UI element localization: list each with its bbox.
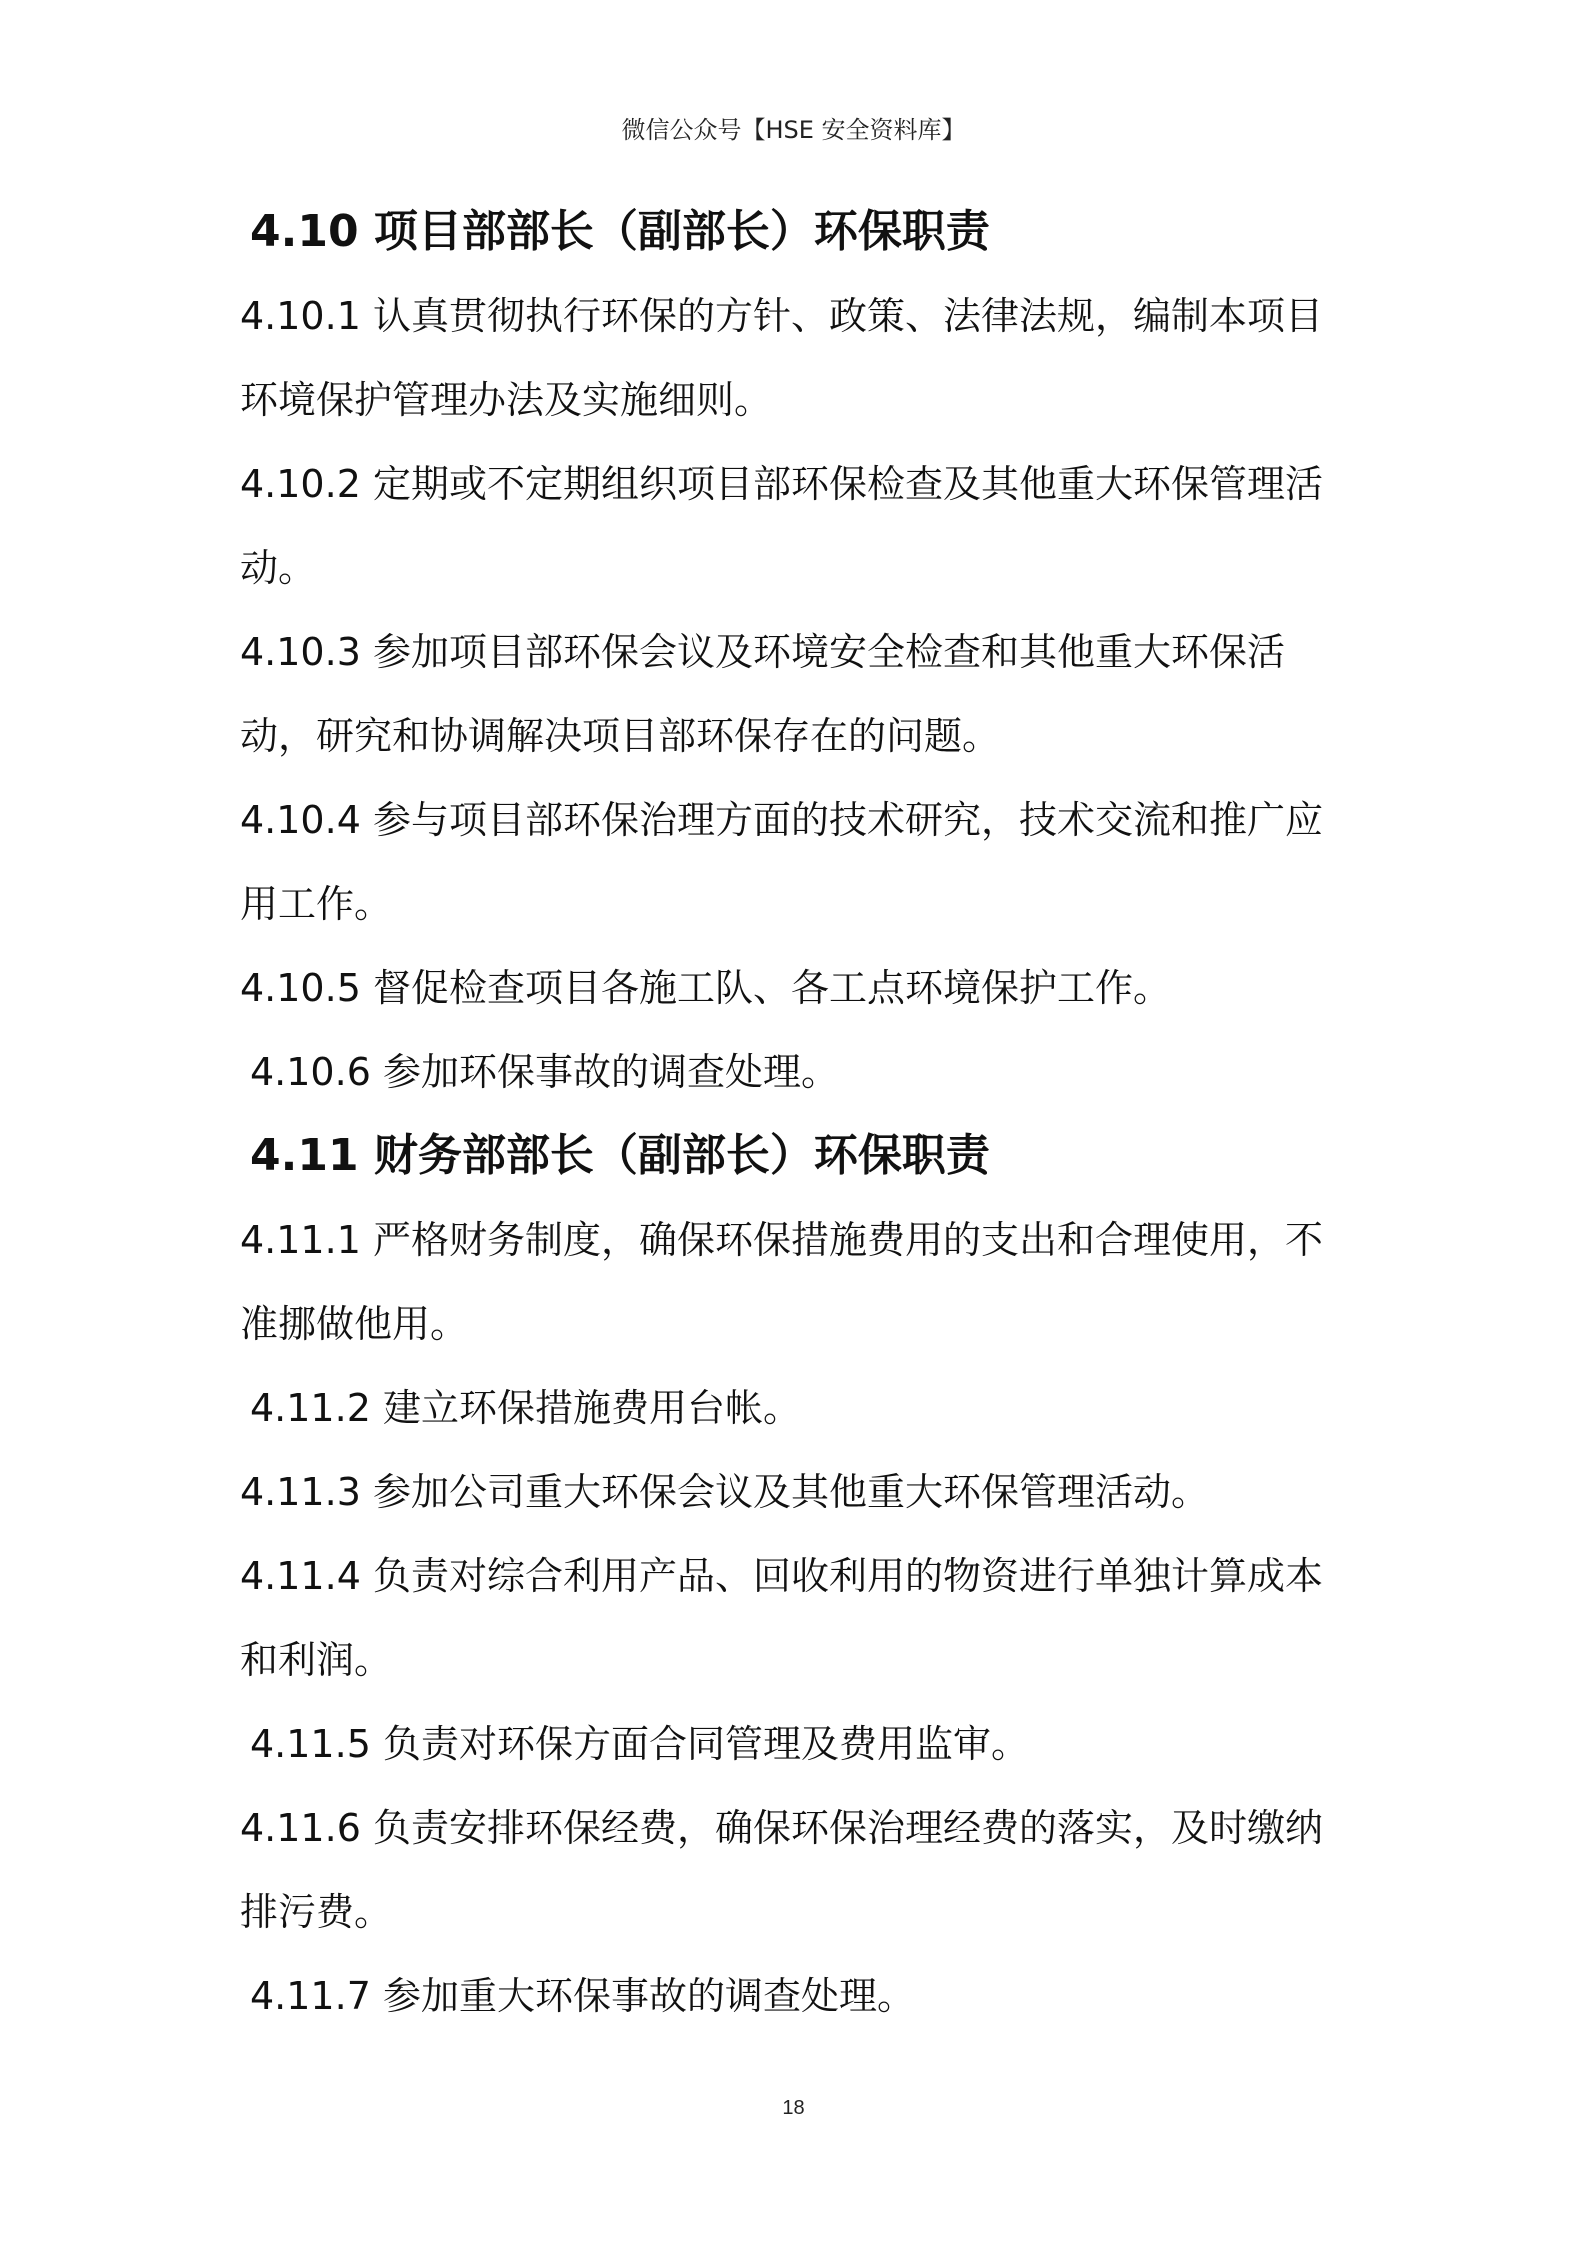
clause-4-10-6: 4.10.6 参加环保事故的调查处理。 (250, 1050, 839, 1094)
clause-4-10-5: 4.10.5 督促检查项目各施工队、各工点环境保护工作。 (240, 966, 1171, 1010)
clause-4-11-2: 4.11.2 建立环保措施费用台帐。 (250, 1386, 801, 1430)
clause-4-11-3: 4.11.3 参加公司重大环保会议及其他重大环保管理活动。 (240, 1470, 1209, 1514)
clause-4-10-3: 4.10.3 参加项目部环保会议及环境安全检查和其他重大环保活动，研究和协调解决项目部环保存在的问题。 (240, 630, 1285, 758)
clause-4-10-1: 4.10.1 认真贯彻执行环保的方针、政策、法律法规，编制本项目环境保护管理办法及实施细则。 (240, 294, 1323, 422)
document-body (240, 190, 1360, 2038)
clause-4-10-4: 4.10.4 参与项目部环保治理方面的技术研究，技术交流和推广应用工作。 (240, 798, 1323, 926)
clause-4-10-2: 4.10.2 定期或不定期组织项目部环保检查及其他重大环保管理活动。 (240, 462, 1323, 590)
clause-4-11-4: 4.11.4 负责对综合利用产品、回收利用的物资进行单独计算成本和利润。 (240, 1554, 1323, 1682)
page-number: 18 (782, 2097, 805, 2119)
clause-4-11-6: 4.11.6 负责安排环保经费，确保环保治理经费的落实，及时缴纳排污费。 (240, 1806, 1323, 1934)
clause-4-11-5: 4.11.5 负责对环保方面合同管理及费用监审。 (250, 1722, 1029, 1766)
section-title: 4.11 财务部部长（副部长）环保职责 (250, 1130, 990, 1181)
clause-4-11-7: 4.11.7 参加重大环保事故的调查处理。 (250, 1974, 915, 2018)
section-title: 4.10 项目部部长（副部长）环保职责 (250, 206, 990, 257)
clause-4-11-1: 4.11.1 严格财务制度，确保环保措施费用的支出和合理使用，不准挪做他用。 (240, 1218, 1323, 1346)
page-header: 微信公众号【HSE 安全资料库】 (621, 116, 966, 144)
